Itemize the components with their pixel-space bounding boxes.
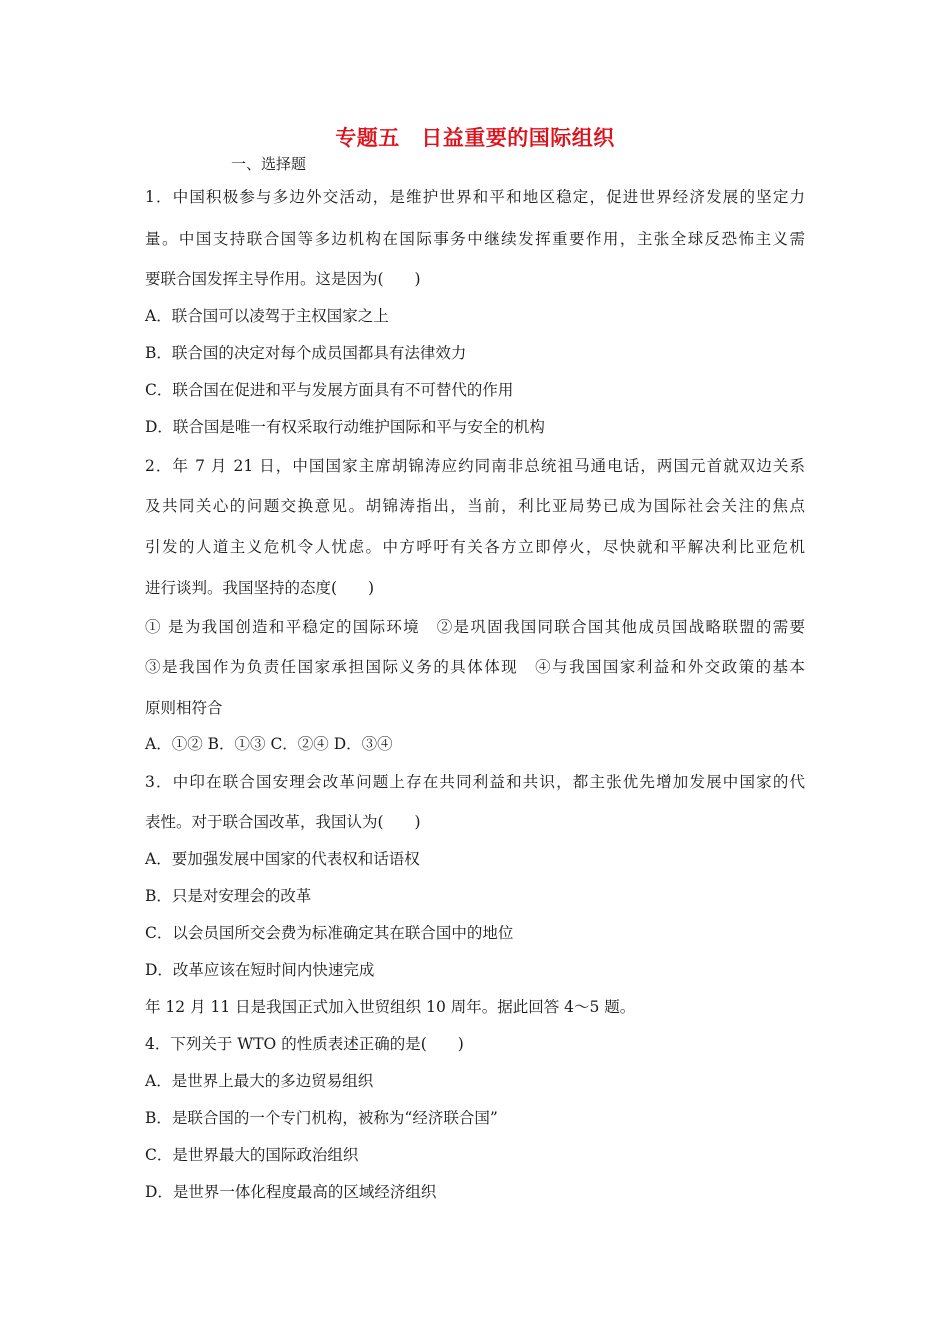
question-3-stem-line-1: 3．中印在联合国安理会改革问题上存在共同利益和共识，都主张优先增加发展中国家的代: [145, 773, 805, 791]
question-1-option-c: C．联合国在促进和平与发展方面具有不可替代的作用: [145, 381, 514, 399]
question-1-stem-line-3: 要联合国发挥主导作用。这是因为( ): [145, 270, 421, 288]
question-4-option-a: A．是世界上最大的多边贸易组织: [145, 1072, 374, 1090]
question-4-option-b: B．是联合国的一个专门机构，被称为“经济联合国”: [145, 1109, 498, 1127]
question-1-option-d: D．联合国是唯一有权采取行动维护国际和平与安全的机构: [145, 418, 545, 436]
question-2-statements-line-2: ③是我国作为负责任国家承担国际义务的具体体现 ④与我国国家利益和外交政策的基本: [145, 658, 805, 676]
question-2-statements-line-1: ① 是为我国创造和平稳定的国际环境 ②是巩固我国同联合国其他成员国战略联盟的需要: [145, 618, 805, 636]
question-4-option-c: C．是世界最大的国际政治组织: [145, 1146, 359, 1164]
page-title: 专题五 日益重要的国际组织: [335, 126, 615, 150]
question-4-option-d: D．是世界一体化程度最高的区域经济组织: [145, 1183, 437, 1201]
section-heading: 一、选择题: [231, 155, 307, 173]
question-3-option-a: A．要加强发展中国家的代表权和话语权: [145, 850, 420, 868]
question-4-stem: 4．下列关于 WTO 的性质表述正确的是( ): [145, 1035, 464, 1053]
question-3-option-c: C．以会员国所交会费为标准确定其在联合国中的地位: [145, 924, 514, 942]
material-intro: 年 12 月 11 日是我国正式加入世贸组织 10 周年。据此回答 4～5 题。: [145, 998, 636, 1016]
question-2-stem-line-3: 引发的人道主义危机令人忧虑。中方呼吁有关各方立即停火，尽快就和平解决利比亚危机: [145, 538, 805, 556]
question-1-option-a: A．联合国可以凌驾于主权国家之上: [145, 307, 389, 325]
question-3-option-b: B．只是对安理会的改革: [145, 887, 312, 905]
question-3-stem-line-2: 表性。对于联合国改革，我国认为( ): [145, 813, 421, 831]
question-1-option-b: B．联合国的决定对每个成员国都具有法律效力: [145, 344, 467, 362]
question-1-stem-line-2: 量。中国支持联合国等多边机构在国际事务中继续发挥重要作用，主张全球反恐怖主义需: [145, 230, 805, 248]
question-2-stem-line-2: 及共同关心的问题交换意见。胡锦涛指出，当前，利比亚局势已成为国际社会关注的焦点: [145, 497, 805, 515]
question-2-stem-line-1: 2．年 7 月 21 日，中国国家主席胡锦涛应约同南非总统祖马通电话，两国元首就双边关系: [145, 457, 805, 475]
question-2-statements-line-3: 原则相符合: [145, 699, 223, 717]
question-3-option-d: D．改革应该在短时间内快速完成: [145, 961, 375, 979]
question-2-options: A．①② B．①③ C．②④ D．③④: [145, 735, 393, 753]
question-2-stem-line-4: 进行谈判。我国坚持的态度( ): [145, 579, 375, 597]
question-1-stem-line-1: 1．中国积极参与多边外交活动，是维护世界和平和地区稳定，促进世界经济发展的坚定力: [145, 188, 805, 206]
